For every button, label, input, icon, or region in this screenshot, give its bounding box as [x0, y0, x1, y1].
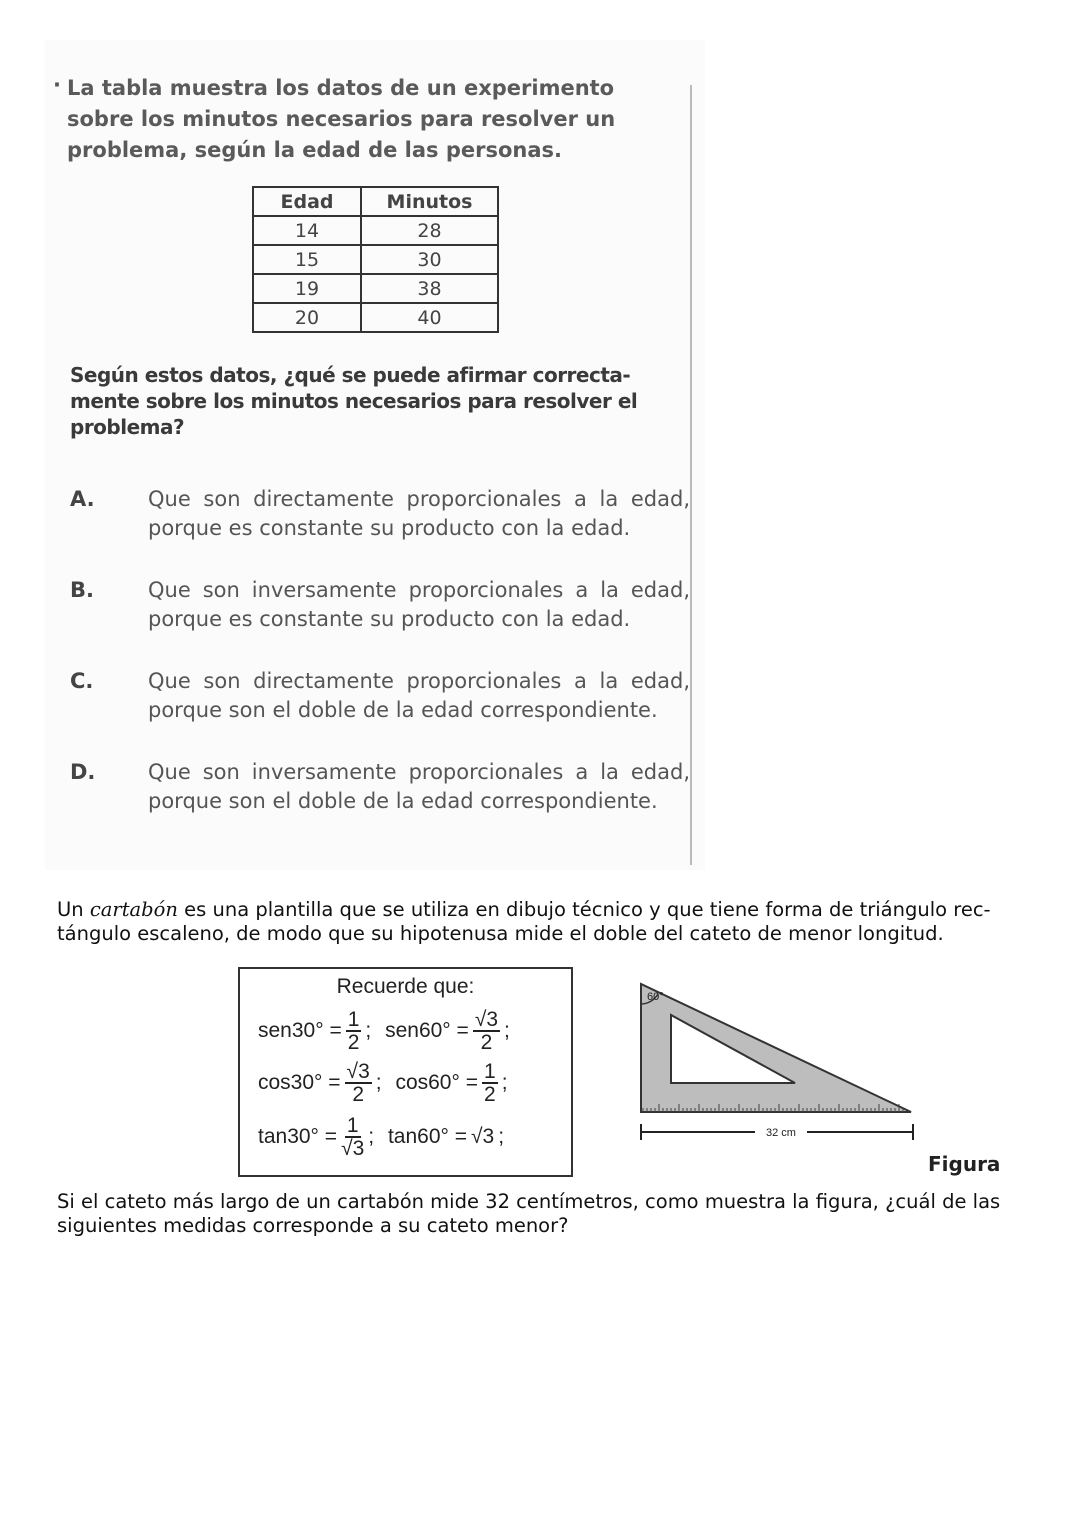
table-row [253, 245, 498, 274]
cell: 15 [253, 245, 361, 274]
question-1 [45, 40, 705, 870]
header-edad: Edad [253, 187, 361, 216]
num: 1 [346, 1114, 359, 1137]
num: √3 [474, 1008, 499, 1031]
option-letter: B. [70, 578, 94, 602]
cell: 20 [253, 303, 361, 332]
label: tan60° = [387, 1125, 468, 1148]
label: cos30° = [258, 1071, 341, 1094]
option-letter: D. [70, 760, 96, 784]
bullet: · [53, 73, 61, 97]
fraction [345, 1061, 372, 1105]
sep: ; [501, 1071, 508, 1094]
sep: ; [365, 1019, 372, 1042]
option-letter: C. [70, 669, 94, 693]
fraction [341, 1115, 364, 1159]
sep: ; [368, 1125, 375, 1148]
option-a[interactable] [70, 485, 690, 543]
den: 2 [484, 1083, 496, 1106]
divider [690, 85, 692, 865]
num: 1 [347, 1008, 360, 1031]
cell: 19 [253, 274, 361, 303]
term: cartabón [89, 898, 178, 921]
cell: 14 [253, 216, 361, 245]
option-text: Que son directamente proporcionales a la edad, porque son el doble de la edad correspondiente. [148, 669, 690, 722]
figure-caption: Figura [928, 1152, 1001, 1176]
den: 2 [347, 1031, 360, 1054]
fraction [473, 1009, 500, 1053]
box-title: Recuerde que: [336, 975, 475, 998]
sep: ; [375, 1071, 382, 1094]
q2-intro [57, 898, 1027, 946]
formula-box [238, 967, 573, 1177]
formula-row [258, 1061, 508, 1105]
set-square-figure [637, 980, 927, 1150]
cell: 30 [361, 245, 498, 274]
formula-row [258, 1115, 504, 1159]
cell: 40 [361, 303, 498, 332]
label: cos60° = [395, 1071, 478, 1094]
length-label: 32 cm [766, 1127, 796, 1139]
den: 2 [480, 1031, 493, 1054]
data-table [252, 186, 499, 333]
option-text: Que son inversamente proporcionales a la edad, porque son el doble de la edad correspondiente. [148, 760, 690, 813]
value: √3 [471, 1125, 495, 1148]
table-row [253, 216, 498, 245]
table-row [253, 274, 498, 303]
q1-question: Según estos datos, ¿qué se puede afirmar correcta-mente sobre los minutos necesarios para resolver el problema? [70, 363, 638, 439]
header-minutos: Minutos [361, 187, 498, 216]
text: es una plantilla que se utiliza en dibujo técnico y que tiene forma de triángulo rec-tángulo escaleno, de modo que su hipotenusa mide el doble del cateto de menor longitud. [57, 898, 991, 945]
text: Un [57, 898, 90, 921]
q1-intro: La tabla muestra los datos de un experimento sobre los minutos necesarios para resolver un problema, según la edad de las personas. [67, 76, 616, 162]
formula-row [258, 1009, 510, 1053]
label: sen60° = [385, 1019, 469, 1042]
den: √3 [341, 1137, 365, 1160]
cell: 28 [361, 216, 498, 245]
label: tan30° = [258, 1125, 338, 1148]
option-d[interactable] [70, 758, 690, 816]
sep: ; [504, 1019, 510, 1042]
option-letter: A. [70, 487, 95, 511]
angle-label: 60° [647, 991, 664, 1003]
table-row [253, 303, 498, 332]
fraction [346, 1009, 362, 1053]
sep: ; [498, 1125, 505, 1148]
option-text: Que son directamente proporcionales a la edad, porque es constante su producto con la edad. [148, 487, 690, 540]
option-c[interactable] [70, 667, 690, 725]
option-text: Que son inversamente proporcionales a la edad, porque es constante su producto con la edad. [148, 578, 690, 631]
num: 1 [484, 1060, 496, 1083]
num: √3 [346, 1060, 370, 1083]
cell: 38 [361, 274, 498, 303]
option-b[interactable] [70, 576, 690, 634]
fraction [482, 1061, 498, 1105]
q2-question: Si el cateto más largo de un cartabón mide 32 centímetros, como muestra la figura, ¿cuál de las siguientes medidas corresponde a su cateto menor? [57, 1190, 1001, 1237]
question-2 [45, 885, 1035, 1250]
den: 2 [352, 1083, 364, 1106]
label: sen30° = [258, 1019, 342, 1042]
